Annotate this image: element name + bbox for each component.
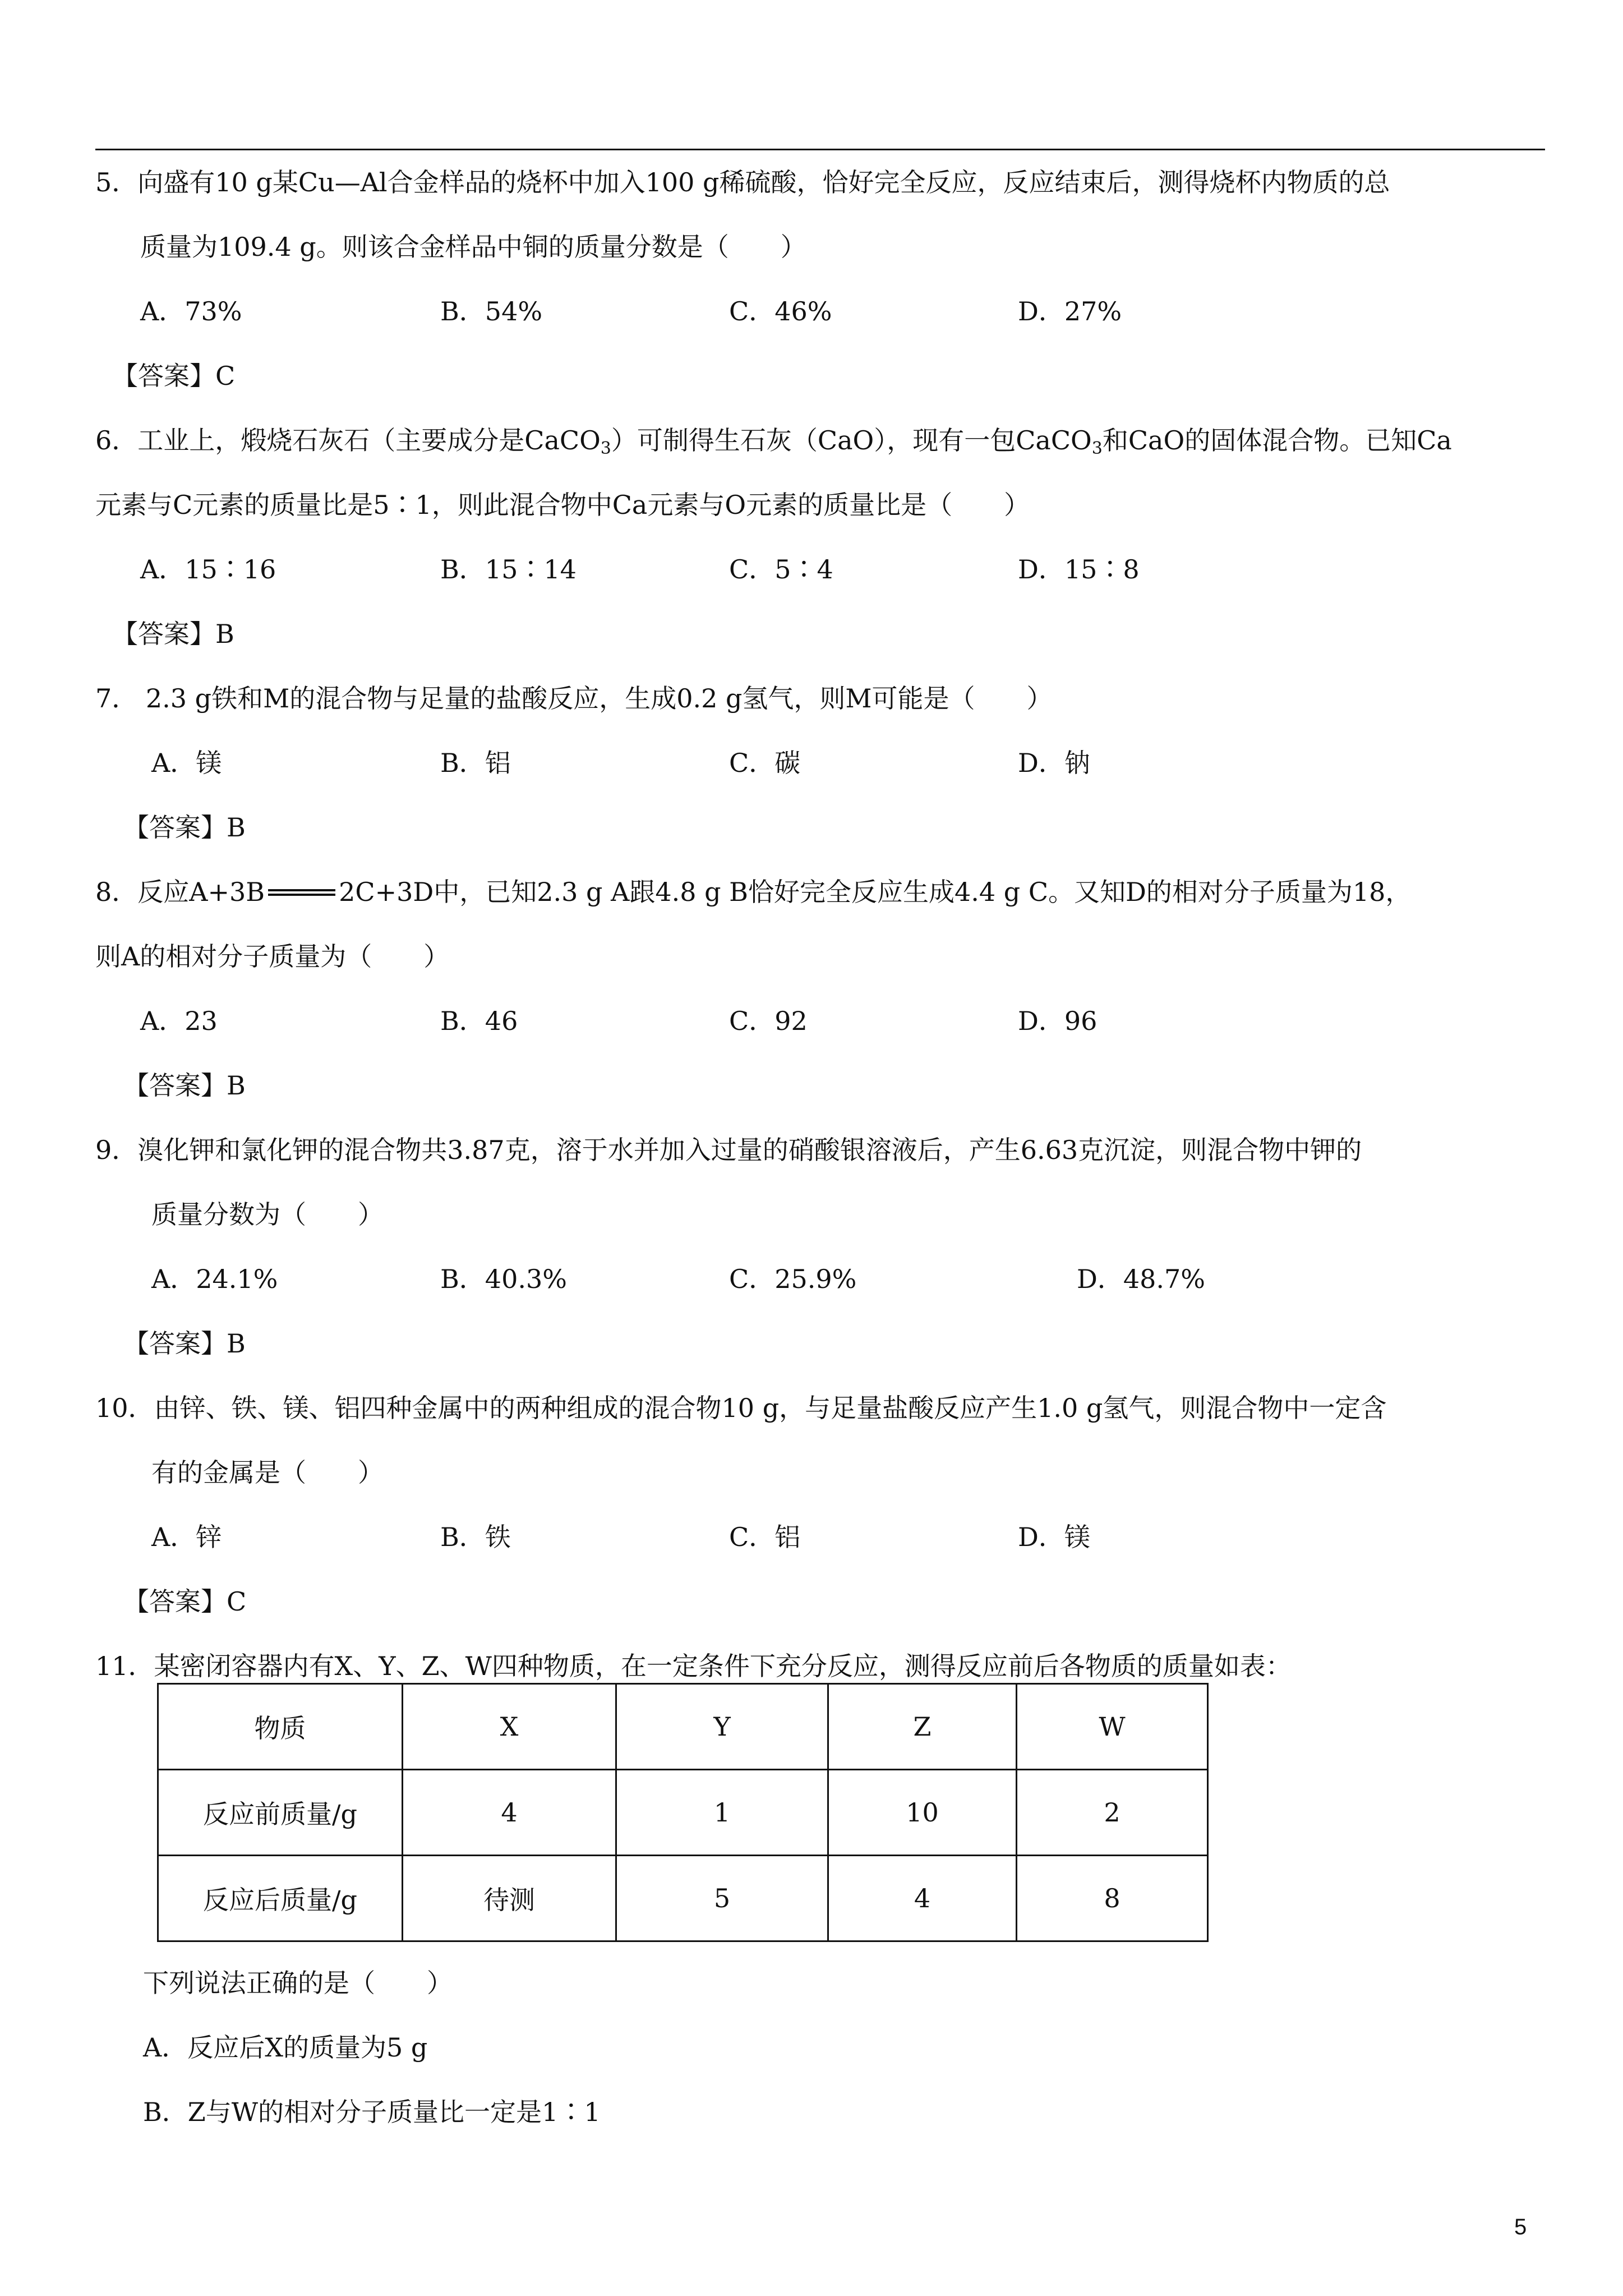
double-line-arrow	[268, 889, 335, 896]
q8-line1-part-b: 2C+3D中，已知2.3 g A跟4.8 g B恰好完全反应生成4.4 g C。又知D的相对分子质量为18，	[339, 877, 1412, 907]
q6-line2: 元素与C元素的质量比是5∶1，则此混合物中Ca元素与O元素的质量比是（ ）	[95, 490, 1030, 520]
q11-option-a: A．反应后X的质量为5 g	[143, 2032, 428, 2063]
q5-option-b: B．54%	[440, 296, 543, 326]
table-cell: 待测	[403, 1856, 616, 1941]
q6-option-b: B．15∶14	[440, 554, 577, 585]
q7-answer: 【答案】B	[123, 812, 246, 843]
table-header-cell: 物质	[158, 1684, 403, 1770]
table-header-cell: Z	[828, 1684, 1017, 1770]
q6-option-a: A．15∶16	[140, 554, 276, 585]
q6-subscript-2: 3	[1091, 439, 1103, 458]
q6-subscript-1: 3	[600, 439, 611, 458]
q8-line1-part-a: 8．反应A+3B	[95, 877, 265, 907]
table-header-cell: X	[403, 1684, 616, 1770]
q8-line2: 则A的相对分子质量为（ ）	[95, 941, 450, 972]
q10-option-d: D．镁	[1018, 1522, 1090, 1552]
q6-option-c: C．5∶4	[729, 554, 833, 585]
q5-option-c: C．46%	[729, 296, 832, 326]
q5-option-a: A．73%	[140, 296, 242, 326]
q8-answer: 【答案】B	[123, 1070, 246, 1101]
q8-option-a: A．23	[140, 1006, 218, 1036]
table-header-cell: Y	[616, 1684, 828, 1770]
table-cell: 反应后质量/g	[158, 1856, 403, 1941]
table-cell: 4	[403, 1770, 616, 1856]
q7-option-a: A．镁	[151, 748, 222, 778]
table-cell: 8	[1017, 1856, 1208, 1941]
q11-prompt: 下列说法正确的是（ ）	[143, 1968, 453, 1998]
q7-option-b: B．铝	[440, 748, 511, 778]
table-cell: 2	[1017, 1770, 1208, 1856]
q9-option-a: A．24.1%	[151, 1264, 278, 1294]
q6-option-d: D．15∶8	[1018, 554, 1140, 585]
q6-line1	[95, 424, 1452, 457]
q9-option-d: D．48.7%	[1077, 1264, 1206, 1294]
q10-option-c: C．铝	[729, 1522, 801, 1552]
table-cell: 5	[616, 1856, 828, 1941]
q7-line1: 7． 2.3 g铁和M的混合物与足量的盐酸反应，生成0.2 g氢气，则M可能是（ ）	[95, 683, 1053, 714]
q9-answer: 【答案】B	[123, 1328, 246, 1359]
table-cell: 10	[828, 1770, 1017, 1856]
q9-line2: 质量分数为（ ）	[151, 1199, 384, 1230]
q11-line1: 11．某密闭容器内有X、Y、Z、W四种物质，在一定条件下充分反应，测得反应前后各物质的质量如表：	[95, 1651, 1292, 1681]
table-header-cell: W	[1017, 1684, 1208, 1770]
q8-option-c: C．92	[729, 1006, 808, 1036]
q9-option-b: B．40.3%	[440, 1264, 567, 1294]
q7-option-c: C．碳	[729, 748, 801, 778]
q6-line1-part-b: ）可制得生石灰（CaO），现有一包CaCO	[611, 425, 1092, 455]
q6-line1-part-a: 6．工业上，煅烧石灰石（主要成分是CaCO	[95, 425, 601, 455]
q8-line1	[95, 875, 1411, 909]
q11-option-b: B．Z与W的相对分子质量比一定是1∶1	[143, 2097, 601, 2127]
q10-option-a: A．锌	[151, 1522, 222, 1552]
q7-option-d: D．钠	[1018, 748, 1090, 778]
page-number: 5	[1514, 2215, 1527, 2239]
q5-option-d: D．27%	[1018, 296, 1122, 326]
q5-line2: 质量为109.4 g。则该合金样品中铜的质量分数是（ ）	[140, 232, 806, 262]
q10-option-b: B．铁	[440, 1522, 511, 1552]
mass-table	[157, 1683, 1209, 1942]
q6-line1-part-c: 和CaO的固体混合物。已知Ca	[1102, 425, 1452, 455]
q5-answer: 【答案】C	[112, 361, 236, 391]
q6-answer: 【答案】B	[112, 619, 234, 649]
q9-option-c: C．25.9%	[729, 1264, 857, 1294]
table-row	[158, 1770, 1208, 1856]
table-cell: 1	[616, 1770, 828, 1856]
q5-line1: 5．向盛有10 g某Cu—Al合金样品的烧杯中加入100 g稀硫酸，恰好完全反应，反应结束后，测得烧杯内物质的总	[95, 167, 1390, 197]
q10-line1: 10．由锌、铁、镁、铝四种金属中的两种组成的混合物10 g，与足量盐酸反应产生1.0 g氢气，则混合物中一定含	[95, 1393, 1387, 1423]
q8-option-d: D．96	[1018, 1006, 1098, 1036]
table-cell: 4	[828, 1856, 1017, 1941]
q10-answer: 【答案】C	[123, 1586, 247, 1617]
q8-option-b: B．46	[440, 1006, 518, 1036]
q9-line1: 9．溴化钾和氯化钾的混合物共3.87克，溶于水并加入过量的硝酸银溶液后，产生6.63克沉淀，则混合物中钾的	[95, 1135, 1362, 1165]
table-cell: 反应前质量/g	[158, 1770, 403, 1856]
table-row	[158, 1856, 1208, 1941]
header-rule	[95, 149, 1545, 150]
table-header-row	[158, 1684, 1208, 1770]
q10-line2: 有的金属是（ ）	[151, 1457, 384, 1488]
